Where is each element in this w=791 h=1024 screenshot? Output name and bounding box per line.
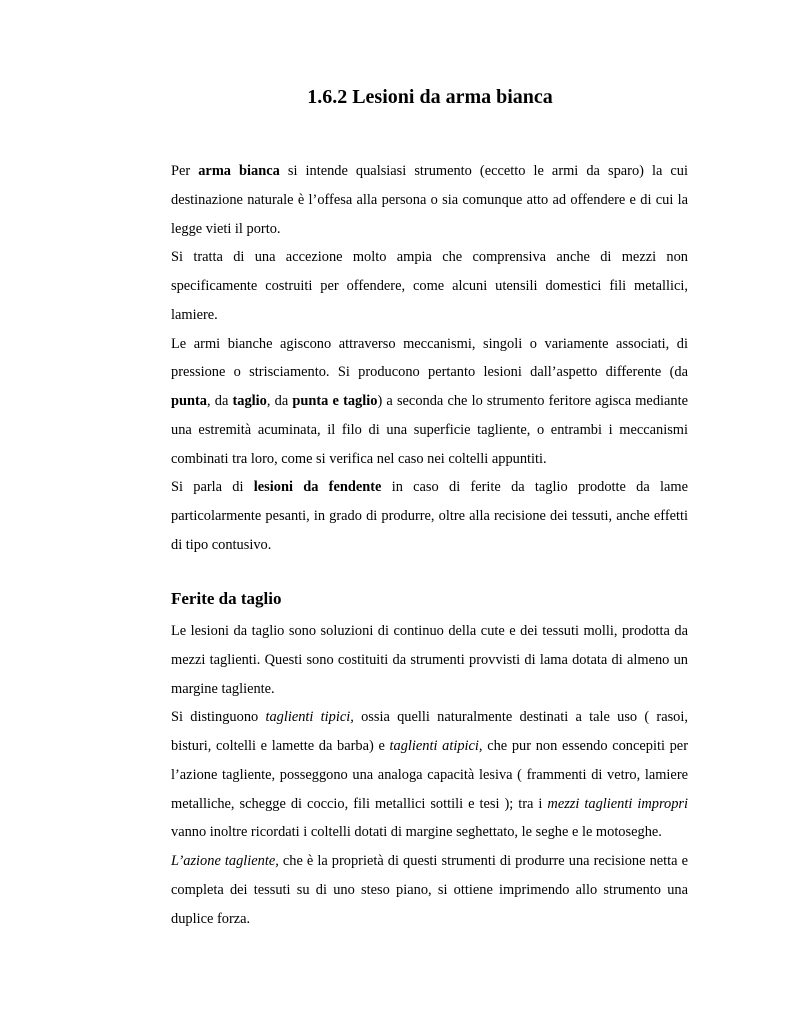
term-lesioni-da-fendente: lesioni da fendente (253, 479, 382, 496)
term-taglio: taglio (232, 393, 267, 409)
section-text (171, 617, 688, 933)
paragraph-meccanismi (171, 330, 688, 474)
text-run: Si parla di (171, 479, 254, 496)
text-run: si intende qualsiasi strumento (eccetto le armi da sparo) la cui destinazione naturale è l’offesa alla persona o sia comunque atto ad offendere e di cui la legge vieti il porto. (171, 163, 688, 237)
text-run: , da (207, 393, 233, 409)
paragraph-lesioni-taglio: Le lesioni da taglio sono soluzioni di continuo della cute e dei tessuti molli, prodotta da mezzi taglienti. Questi sono costituiti da strumenti provvisti di lama dotata di almeno un margine tagliente. (171, 623, 688, 697)
text-run: Le armi bianche agiscono attraverso meccanismi, singoli o variamente associati, di pressione o strisciamento. Si producono pertanto lesioni dall’aspetto differente (da (171, 335, 688, 381)
term-punta: punta (171, 393, 207, 409)
text-run: , da (266, 393, 293, 409)
text-run: ) a seconda che lo strumento feritore agisca mediante una estremità acuminata, il filo di una superficie tagliente, o entrambi i meccanismi combinati tra loro, come si verifica nel caso nei coltelli appuntiti. (171, 393, 688, 467)
paragraph-azione-tagliente (171, 847, 688, 933)
term-azione-tagliente: L’azione tagliente, (171, 853, 279, 869)
paragraph-taglienti (171, 703, 688, 847)
paragraph-accezione: Si tratta di una accezione molto ampia che comprensiva anche di mezzi non specificamente costruiti per offendere, come alcuni utensili domestici fili metallici, lamiere. (171, 249, 688, 323)
text-run: in caso di ferite da taglio prodotte da lame particolarmente pesanti, in grado di produrre, oltre alla recisione dei tessuti, anche effetti di tipo contusivo. (171, 479, 688, 553)
paragraph-arma-bianca (171, 157, 688, 243)
page-title: 1.6.2 Lesioni da arma bianca (307, 86, 553, 108)
text-run: Si distinguono (171, 709, 266, 726)
intro-text (171, 157, 688, 560)
paragraph-fendente (171, 473, 688, 559)
text-run: vanno inoltre ricordati i coltelli dotati di margine seghettato, le seghe e le motoseghe. (171, 824, 662, 841)
section-heading: Ferite da taglio (171, 589, 282, 608)
term-mezzi-taglienti-impropri: mezzi taglienti impropri (547, 795, 688, 812)
text-run: ossia quelli naturalmente destinati a tale uso ( rasoi, bisturi, coltelli e lamette da barba) e (171, 709, 688, 754)
text-run: che è la proprietà di questi strumenti di produrre una recisione netta e completa dei tessuti su di uno steso piano, si ottiene imprimendo allo strumento una duplice forza. (171, 853, 688, 927)
text-run: Per (171, 163, 199, 179)
term-taglienti-atipici: taglienti atipici, (389, 738, 483, 754)
term-taglienti-tipici: taglienti tipici, (265, 709, 354, 726)
term-arma-bianca: arma bianca (198, 163, 280, 179)
term-punta-e-taglio: punta e taglio (292, 393, 378, 409)
text-run: che pur non essendo concepiti per l’azione tagliente, posseggono una analoga capacità lesiva ( frammenti di vetro, lamiere metalliche, schegge di coccio, fili metallici sottili e tesi ); tra i (171, 738, 688, 812)
